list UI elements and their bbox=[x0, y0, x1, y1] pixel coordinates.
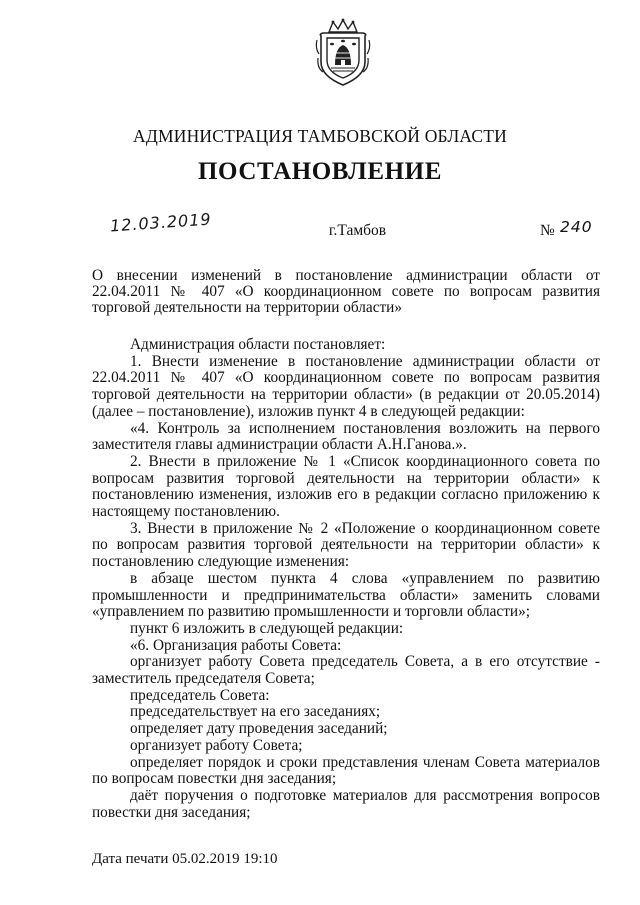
body-paragraph: организует работу Совета председатель Совета, а в его отсутствие - заместитель председателя Совета; bbox=[92, 653, 600, 688]
body-paragraph: «6. Организация работы Совета: bbox=[130, 636, 342, 654]
city-label: г.Тамбов bbox=[328, 222, 387, 239]
body-paragraph: в абзаце шестом пункта 4 слова «управлением по развитию промышленности и предпринимательства области» заменить словами «управлением по развитию промышленности и торговли области»; bbox=[92, 569, 600, 621]
body-paragraph: 1. Внести изменение в постановление администрации области от 22.04.2011 № 407 «О координационном совете по вопросам развития торговой деятельности на территории области» (в редакции от 20.05.2014) (далее – постановление), изложив пункт 4 в следующей редакции: bbox=[92, 352, 600, 420]
print-date-footer: Дата печати 05.02.2019 19:10 bbox=[92, 851, 278, 867]
body-paragraph: организует работу Совета; bbox=[130, 736, 303, 754]
body-paragraph: пункт 6 изложить в следующей редакции: bbox=[130, 619, 404, 637]
document-subject: О внесении изменений в постановление администрации области от 22.04.2011 № 407 «О координационном совете по вопросам развития торговой деятельности на территории области» bbox=[92, 267, 600, 316]
body-paragraph: председательствует на его заседаниях; bbox=[130, 703, 381, 721]
body-paragraph: определяет дату проведения заседаний; bbox=[130, 720, 388, 738]
document-body bbox=[92, 337, 600, 821]
body-paragraph: 2. Внести в приложение № 1 «Список координационного совета по вопросам развития торговой деятельности на территории области» к постановлению изменения, изложив его в редакции согласно приложению к настоящему постановлению. bbox=[92, 452, 600, 521]
handwritten-date: 12.03.2019 bbox=[109, 209, 213, 236]
organization-title: АДМИНИСТРАЦИЯ ТАМБОВСКОЙ ОБЛАСТИ bbox=[133, 126, 507, 146]
body-paragraph: 3. Внести в приложение № 2 «Положение о координационном совете по вопросам развития торговой деятельности на территории области» к постановлению следующие изменения: bbox=[92, 519, 600, 571]
body-paragraph: председатель Совета: bbox=[130, 686, 270, 704]
body-paragraph: даёт поручения о подготовке материалов для рассмотрения вопросов повестки дня заседания; bbox=[92, 786, 600, 821]
body-paragraph: Администрация области постановляет: bbox=[130, 336, 386, 353]
handwritten-document-number: 240 bbox=[560, 218, 593, 236]
document-number-label: № bbox=[540, 222, 555, 239]
document-kind-title: ПОСТАНОВЛЕНИЕ bbox=[197, 158, 443, 185]
coat-of-arms-emblem bbox=[315, 18, 371, 88]
body-paragraph: «4. Контроль за исполнением постановления возложить на первого заместителя главы администрации области А.Н.Ганова.». bbox=[92, 419, 600, 454]
body-paragraph: определяет порядок и сроки представления членам Совета материалов по вопросам повестки дня заседания; bbox=[92, 753, 600, 788]
